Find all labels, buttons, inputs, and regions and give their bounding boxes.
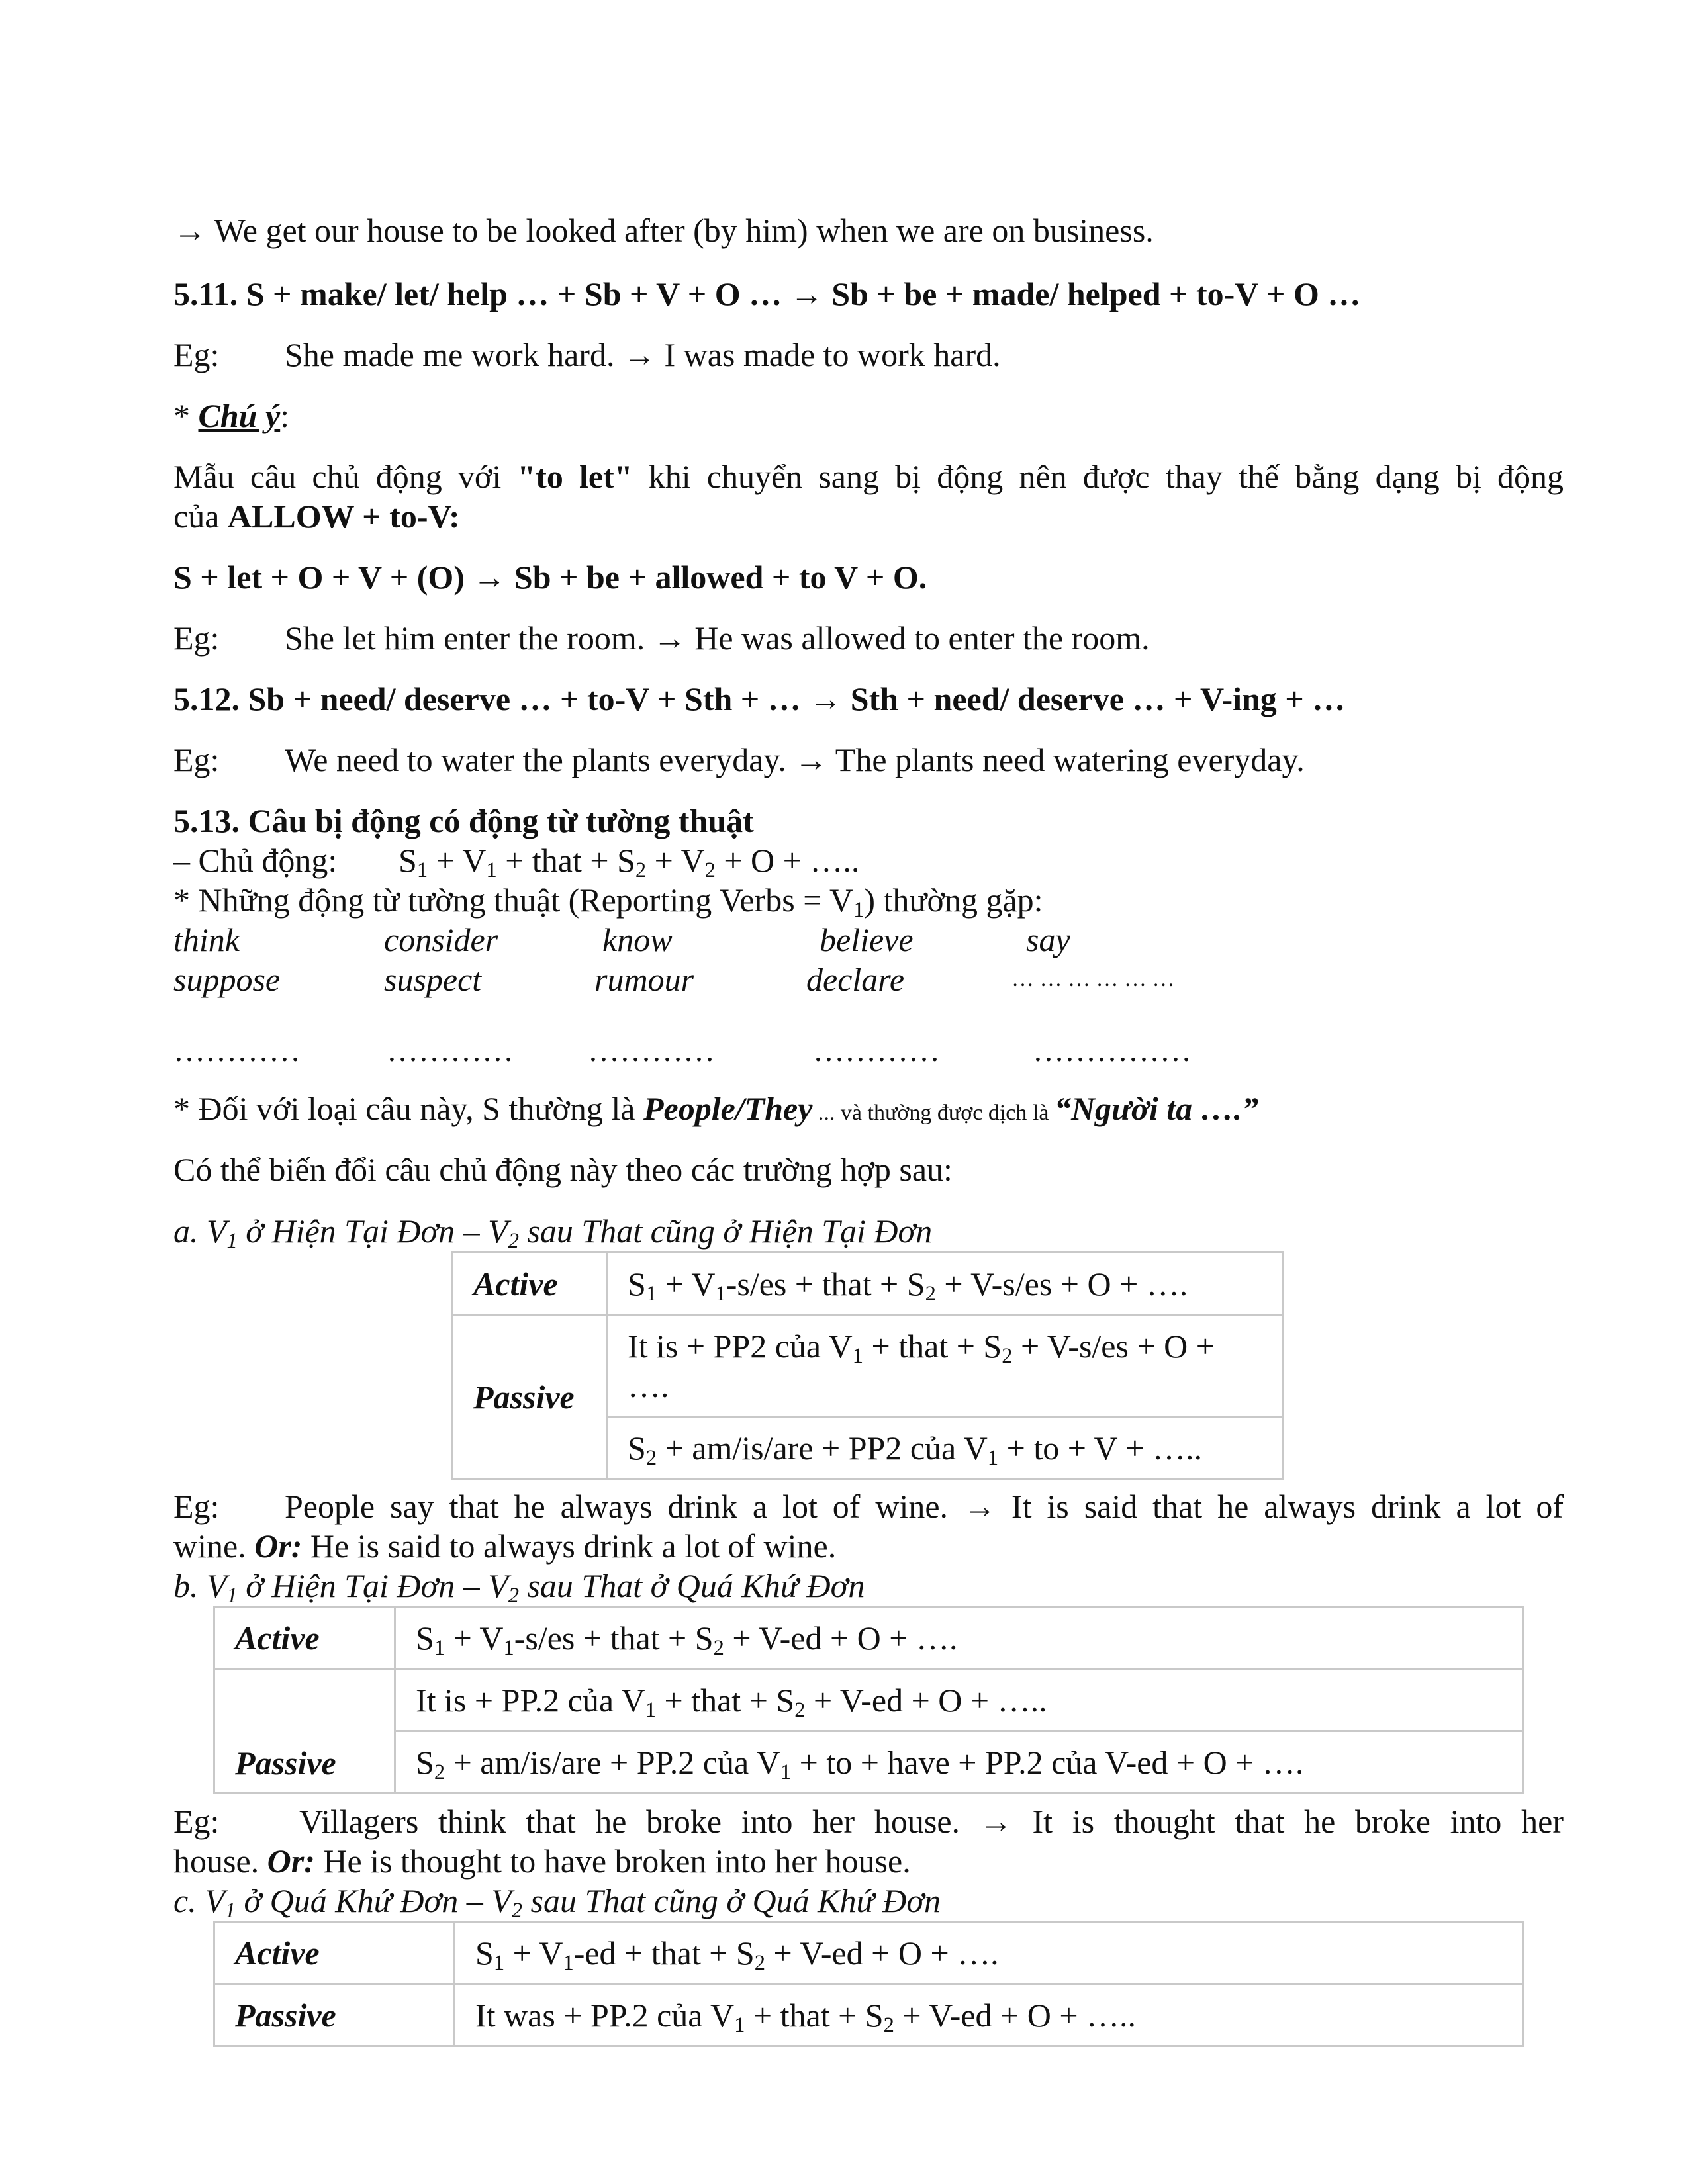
translation-text-c: ... và thường được dịch là [812, 1101, 1055, 1125]
case-b-heading: b. $V_1$ ở Hiện Tại Đơn – $V_2$ sau That ở Quá Khứ Đơn [173, 1567, 865, 1608]
note-text-d: của [173, 498, 228, 535]
eg-label: Eg: [173, 1488, 220, 1525]
example-b-line-2 [173, 1841, 911, 1881]
or-label: Or: [267, 1843, 315, 1880]
note-text-c: khi chuyển sang bị động nên được thay thế bằng dạng bị động [632, 458, 1564, 495]
note-heading [173, 396, 289, 435]
eg-label: Eg: [173, 1803, 220, 1840]
example-result-line: → We get our house to be looked after (by him) when we are on business. [173, 212, 1154, 249]
verb-know: know [602, 921, 673, 958]
example-text: house. [173, 1843, 267, 1880]
passive-label: Passive [214, 1669, 395, 1794]
heading-5-12: 5.12. Sb + need/ deserve … + to-V + Sth + … → Sth + need/ deserve … + V-ing + … [173, 680, 1346, 717]
active-formula: $S_1 + V_1-s/es$ + that + $S_2 + V-ed + O$ + …. [395, 1607, 1523, 1669]
verb-suppose: suppose [173, 961, 281, 998]
formula-let: S + let + O + V + (O) → Sb + be + allowed + to V + O. [173, 559, 927, 596]
example-let [173, 618, 1150, 658]
verb-more-dots: … … … … … … [1011, 967, 1175, 991]
eg-label: Eg: [173, 336, 220, 373]
active-formula: $S_1 + V_1-ed$ + that + $S_2 + V-ed + O$ + …. [455, 1922, 1523, 1984]
active-formula: $S_1 + V_1-s/es$ + that + $S_2 + V-s/es + O$ + …. [607, 1253, 1284, 1315]
example-5-12 [173, 740, 1305, 780]
translation-text-d: “Người ta ….” [1054, 1090, 1259, 1127]
passive-label: Passive [453, 1315, 607, 1479]
table-case-c [213, 1921, 1524, 2047]
note-paragraph-line-2 [173, 496, 460, 536]
heading-5-13: 5.13. Câu bị động có động từ tường thuật [173, 802, 754, 839]
example-text: We need to water the plants everyday. → The plants need watering everyday. [285, 741, 1305, 778]
example-text: She let him enter the room. → He was allowed to enter the room. [285, 619, 1150, 657]
verb-consider: consider [384, 921, 498, 958]
example-text: He is thought to have broken into her house. [314, 1843, 911, 1880]
blank-dots: …………… [1033, 1033, 1192, 1068]
or-label: Or: [254, 1527, 303, 1565]
example-a-line-2 [173, 1526, 836, 1566]
note-colon: : [280, 397, 290, 434]
reporting-verbs-intro: * Những động từ tường thuật (Reporting Verbs = $V_1$) thường gặp: [173, 882, 1043, 923]
blank-dots: ………… [813, 1033, 940, 1068]
passive-formula-2: $S_2 + am/is/are + PP.2$ của $V_1$ + to + have + PP.2 của V-ed + O + …. [395, 1731, 1523, 1794]
active-label: – Chủ động: [173, 842, 338, 879]
blank-dots: ………… [588, 1033, 715, 1068]
active-formula: $S_1 + V_1$ + that + $S_2 + V_2 + O$ + ….. [399, 842, 860, 883]
verb-declare: declare [806, 961, 905, 998]
example-b-line-1 [173, 1801, 1564, 1841]
note-word: Chú ý [198, 397, 281, 434]
active-label: Active [453, 1253, 607, 1315]
active-structure [173, 841, 860, 883]
verb-suspect: suspect [384, 961, 482, 998]
table-case-a [451, 1251, 1284, 1480]
passive-formula: It was + PP.2 của $V_1$ + that + $S_2 + V-ed + O$ + ….. [455, 1984, 1523, 2046]
example-text: She made me work hard. → I was made to work hard. [285, 336, 1001, 373]
passive-label: Passive [214, 1984, 455, 2046]
note-text-a: Mẫu câu chủ động với [173, 458, 518, 495]
example-a-line-1 [173, 1486, 1564, 1526]
note-text-b: "to let" [517, 458, 633, 495]
example-text: wine. [173, 1527, 255, 1565]
example-text: People say that he always drink a lot of wine. → It is said that he always drink a lot of [285, 1488, 1564, 1525]
translation-note [173, 1089, 1258, 1133]
conversion-intro: Có thể biến đổi câu chủ động này theo các trường hợp sau: [173, 1151, 953, 1188]
blank-dots: ………… [173, 1033, 301, 1068]
eg-label: Eg: [173, 741, 220, 778]
example-text: He is said to always drink a lot of wine. [302, 1527, 837, 1565]
heading-5-11: 5.11. S + make/ let/ help … + Sb + V + O … → Sb + be + made/ helped + to-V + O … [173, 275, 1361, 312]
case-a-heading: a. $V_1$ ở Hiện Tại Đơn – $V_2$ sau That cũng ở Hiện Tại Đơn [173, 1212, 933, 1253]
verb-say: say [1026, 921, 1070, 958]
case-c-heading: c. $V_1$ ở Quá Khứ Đơn – $V_2$ sau That cũng ở Quá Khứ Đơn [173, 1882, 941, 1923]
note-star: * [173, 397, 199, 434]
example-5-11 [173, 335, 1001, 375]
note-text-e: ALLOW + to-V: [227, 498, 460, 535]
verb-think: think [173, 921, 240, 958]
passive-formula-1: It is + PP2 của $V_1$ + that + $S_2 + V-s/es + O$ + …. [607, 1315, 1284, 1417]
example-text: Villagers think that he broke into her house. → It is thought that he broke into her [299, 1803, 1564, 1840]
active-label: Active [214, 1922, 455, 1984]
active-label: Active [214, 1607, 395, 1669]
translation-text-b: People/They [643, 1090, 813, 1127]
note-paragraph-line-1 [173, 457, 1564, 496]
verb-rumour: rumour [594, 961, 694, 998]
eg-label: Eg: [173, 619, 220, 657]
passive-formula-2: $S_2 + am/is/are + PP2$ của $V_1$ + to + V + ….. [607, 1417, 1284, 1479]
verb-believe: believe [820, 921, 914, 958]
blank-dots: ………… [387, 1033, 514, 1068]
translation-text-a: * Đối với loại câu này, S thường là [173, 1090, 643, 1127]
passive-formula-1: It is + PP.2 của $V_1$ + that + $S_2 + V-ed + O$ + ….. [395, 1669, 1523, 1731]
table-case-b [213, 1606, 1524, 1794]
